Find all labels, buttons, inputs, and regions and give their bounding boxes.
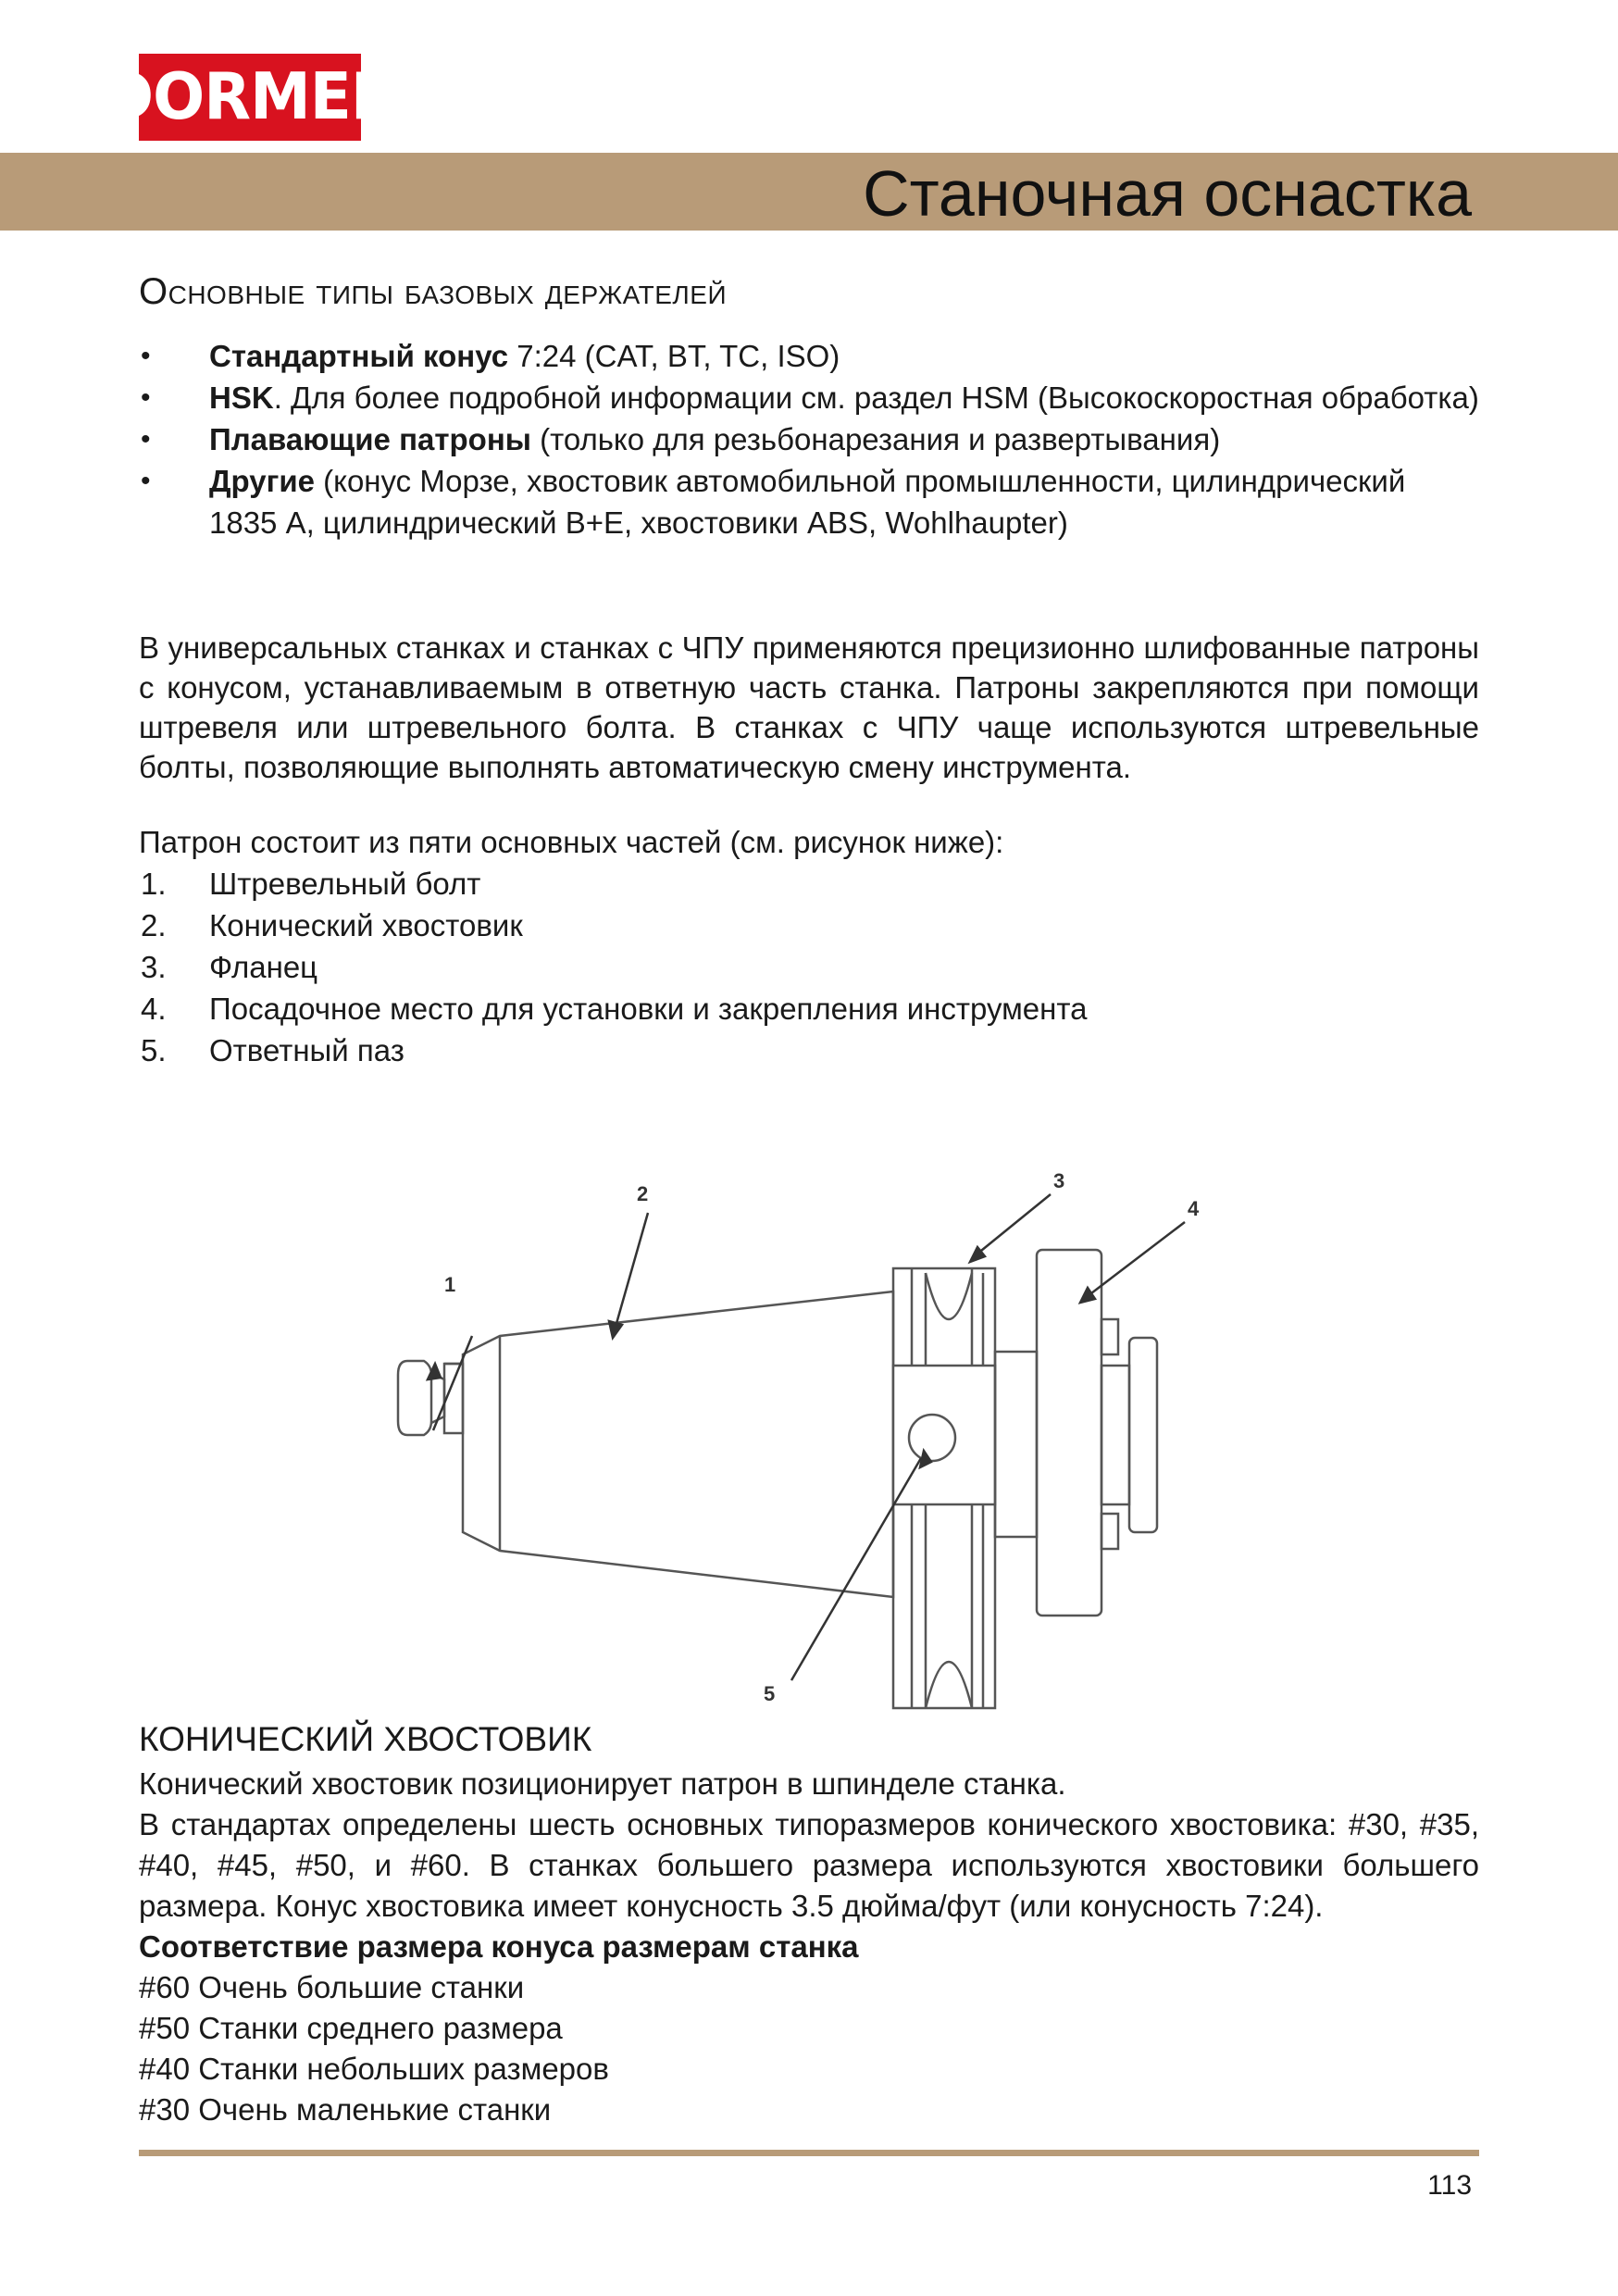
bullet-term: Другие [209, 464, 315, 498]
bullet-term: Плавающие патроны [209, 422, 531, 456]
taper-line-2: В стандартах определены шесть основных типоразмеров конического хвостовика: #30, #35, #40, #45, #50, и #60. В станках большего размера используются хвостовики большего размера. Конус хвостовика имеет конусность 3.5 дюйма/фут (или конусность 7:24). [139, 1807, 1479, 1923]
list-text: Фланец [209, 950, 318, 984]
section-title: Основные типы базовых держателей [139, 271, 728, 312]
list-item [139, 377, 1479, 418]
taper-line-1: Конический хвостовик позиционирует патрон в шпинделе станка. [139, 1766, 1066, 1801]
bullet-icon: • [141, 424, 151, 455]
parts-list [139, 863, 1479, 1071]
footer-rule [139, 2150, 1479, 2156]
list-number: 4. [141, 992, 167, 1026]
taper-shank [463, 1292, 893, 1597]
list-number: 2. [141, 908, 167, 942]
list-item [139, 418, 1479, 460]
list-item [139, 460, 1479, 543]
list-item [139, 335, 1479, 377]
list-item [139, 988, 1479, 1029]
list-item [139, 946, 1479, 988]
bullet-icon: • [141, 466, 151, 496]
label-2: 2 [637, 1182, 649, 1205]
retention-knob [398, 1361, 431, 1435]
list-text: Конический хвостовик [209, 908, 523, 942]
list-item [139, 863, 1479, 905]
size-item: #60 Очень большие станки [139, 1970, 525, 2004]
tool-holder-diagram [370, 1116, 1250, 1717]
list-text: Штревельный болт [209, 867, 481, 901]
list-text: Посадочное место для установки и закрепления инструмента [209, 992, 1088, 1026]
holder-types-list [139, 335, 1479, 543]
page-number: 113 [1427, 2170, 1472, 2201]
bullet-text: (конус Морзе, хвостовик автомобильной промышленности, цилиндрический 1835 А, цилиндрический В+Е, хвостовики ABS, Wohlhaupter) [209, 464, 1406, 540]
logo-text: DORMER [103, 59, 397, 134]
list-text: Ответный паз [209, 1033, 404, 1067]
intro-paragraph: В универсальных станках и станках с ЧПУ применяются прецизионно шлифованные патроны с конусом, устанавливаемым в ответную часть станка. Патроны закрепляются при помощи штревеля или штревельного болта. В станках с ЧПУ чаще используются штревельные болты, позволяющие выполнять автоматическую смену инструмента. [139, 630, 1479, 784]
list-item [139, 905, 1479, 946]
taper-section [139, 1764, 1479, 2130]
list-number: 3. [141, 950, 167, 984]
bullet-term: HSK [209, 381, 274, 415]
bullet-text: (только для резьбонарезания и развертывания) [530, 422, 1221, 456]
label-3: 3 [1053, 1169, 1065, 1192]
bullet-text: 7:24 (CAT, BT, TC, ISO) [508, 339, 840, 373]
size-item: #30 Очень маленькие станки [139, 2092, 552, 2127]
list-number: 1. [141, 867, 167, 901]
sizes-title: Соответствие размера конуса размерам станка [139, 1929, 859, 1964]
dormer-logo [103, 54, 397, 141]
label-5: 5 [764, 1682, 776, 1705]
header-band [0, 153, 1618, 231]
bullet-icon: • [141, 341, 151, 371]
taper-heading: КОНИЧЕСКИЙ ХВОСТОВИК [139, 1720, 592, 1758]
label-1: 1 [444, 1273, 456, 1296]
bullet-text: . Для более подробной информации см. раздел HSM (Высокоскоростная обработка) [273, 381, 1479, 415]
list-number: 5. [141, 1033, 167, 1067]
nose-collar [1037, 1250, 1101, 1616]
size-item: #50 Станки среднего размера [139, 2011, 563, 2045]
label-4: 4 [1188, 1197, 1200, 1220]
list-item [139, 1029, 1479, 1071]
parts-intro: Патрон состоит из пяти основных частей (см. рисунок ниже): [139, 825, 1004, 859]
bullet-icon: • [141, 382, 151, 413]
page-title: Станочная оснастка [863, 157, 1472, 230]
size-item: #40 Станки небольших размеров [139, 2052, 609, 2086]
bullet-term: Стандартный конус [209, 339, 509, 373]
